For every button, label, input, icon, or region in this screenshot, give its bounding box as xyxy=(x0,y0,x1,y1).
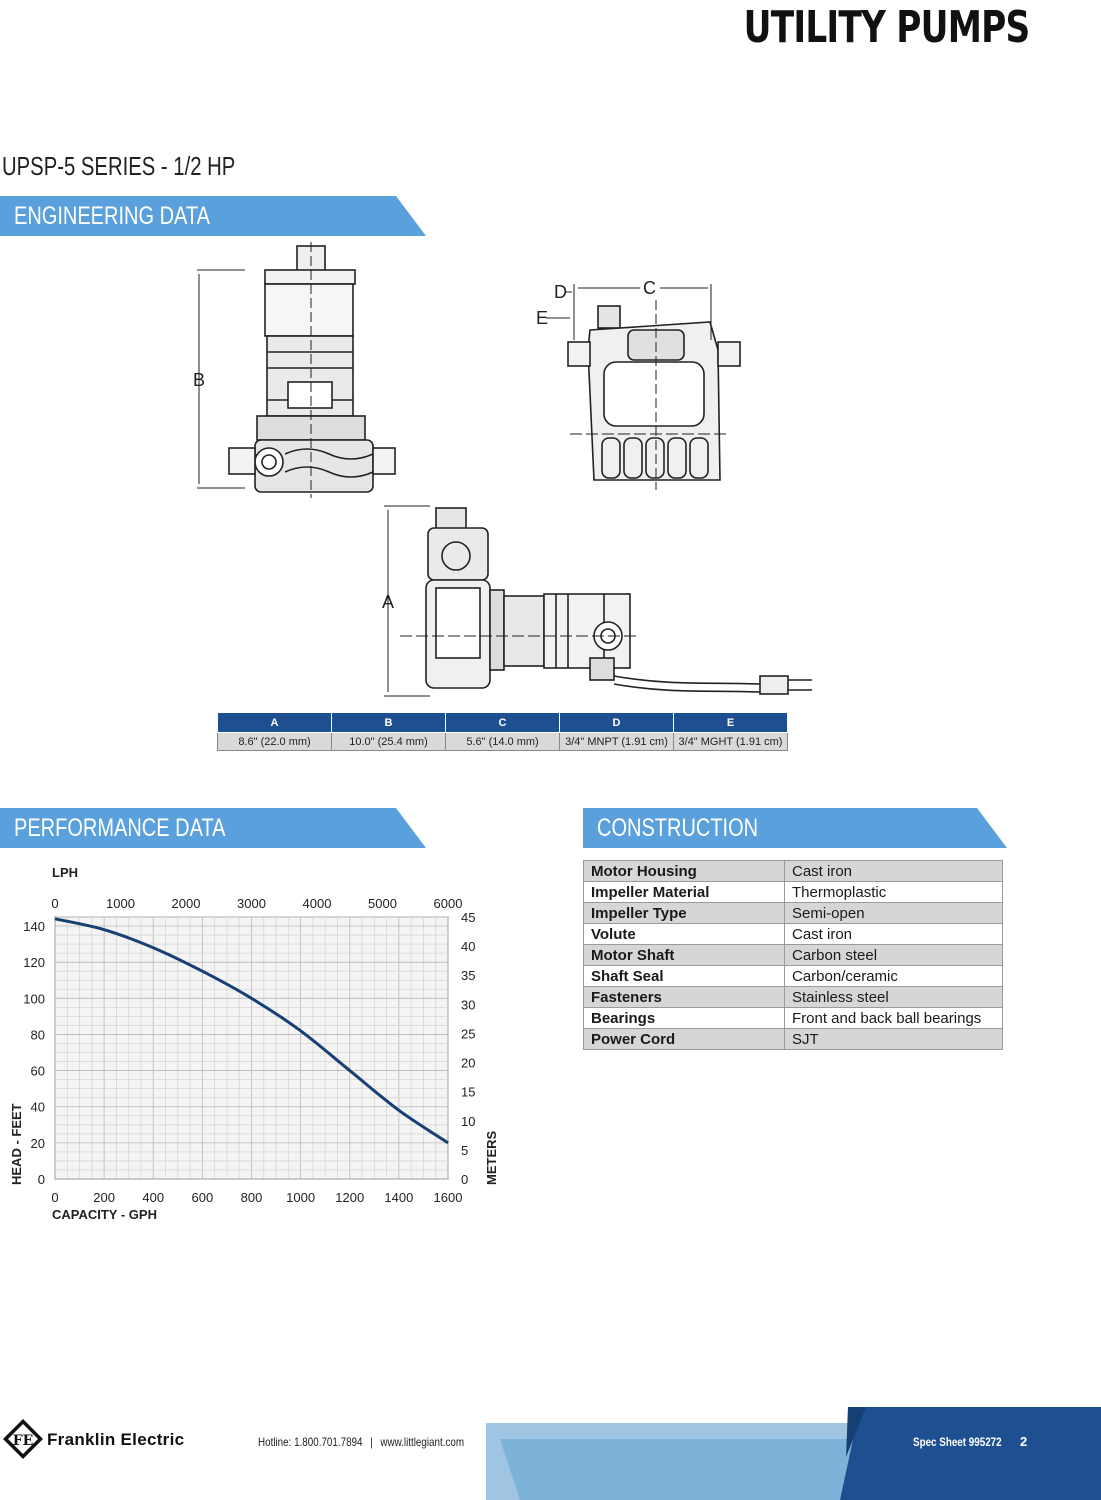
y-tick-label: 0 xyxy=(37,1172,45,1187)
y-tick-label: 40 xyxy=(30,1099,45,1115)
y2-tick-label: 35 xyxy=(461,968,476,984)
x-tick-label: 1200 xyxy=(335,1190,365,1205)
x-tick-label: 1600 xyxy=(433,1190,463,1205)
construction-row xyxy=(584,861,1003,882)
x-tick-label: 1000 xyxy=(286,1190,316,1205)
x2-tick-label: 1000 xyxy=(106,896,135,911)
hotline-text: Hotline: 1.800.701.7894 xyxy=(258,1435,363,1449)
construction-table xyxy=(583,860,1003,1050)
x2-tick-label: 3000 xyxy=(237,896,266,911)
pump-front-view-drawing xyxy=(185,240,405,502)
x2-tick-label: 6000 xyxy=(433,896,463,911)
construction-row xyxy=(584,882,1003,903)
dimension-value-b: 10.0" (25.4 mm) xyxy=(332,733,446,751)
construction-value: Cast iron xyxy=(785,861,1003,882)
footer-separator: | xyxy=(370,1435,373,1449)
dimensions-header-e: E xyxy=(674,713,788,733)
construction-key: Motor Housing xyxy=(584,861,785,882)
y-tick-label: 60 xyxy=(30,1063,45,1079)
dimension-label-c: C xyxy=(643,278,656,298)
x-tick-label: 0 xyxy=(51,1190,59,1205)
logo-mark: FE xyxy=(12,1433,34,1449)
dimension-label-e: E xyxy=(536,308,549,328)
dimension-value-d: 3/4" MNPT (1.91 cm) xyxy=(560,733,674,751)
construction-key: Bearings xyxy=(584,1008,785,1029)
dimensions-header-a: A xyxy=(218,713,332,733)
page-number: 2 xyxy=(1020,1434,1028,1449)
dimension-value-c: 5.6" (14.0 mm) xyxy=(446,733,560,751)
x2-tick-label: 2000 xyxy=(171,896,201,911)
x-tick-label: 400 xyxy=(142,1190,165,1205)
y2-tick-label: 30 xyxy=(461,997,476,1013)
y2-tick-label: 40 xyxy=(461,939,476,955)
construction-row xyxy=(584,1008,1003,1029)
construction-key: Impeller Material xyxy=(584,882,785,903)
construction-value: Semi-open xyxy=(785,903,1003,924)
y2-tick-label: 10 xyxy=(461,1113,476,1129)
x2-tick-label: 0 xyxy=(51,896,59,911)
lph-axis-label: LPH xyxy=(52,865,78,880)
head-feet-axis-label: HEAD - FEET xyxy=(9,1103,24,1185)
dimension-label-a: A xyxy=(382,592,395,612)
performance-chart xyxy=(0,860,520,1230)
construction-row xyxy=(584,1029,1003,1050)
construction-row xyxy=(584,903,1003,924)
footer-contact xyxy=(258,1435,464,1449)
y2-tick-label: 25 xyxy=(461,1026,476,1042)
franklin-electric-logo-icon xyxy=(2,1418,44,1460)
construction-key: Impeller Type xyxy=(584,903,785,924)
construction-value: Cast iron xyxy=(785,924,1003,945)
pump-horizontal-view-drawing xyxy=(380,500,820,705)
construction-value: Carbon/ceramic xyxy=(785,966,1003,987)
construction-key: Volute xyxy=(584,924,785,945)
y2-tick-label: 15 xyxy=(461,1084,476,1100)
x-tick-label: 200 xyxy=(93,1190,115,1205)
construction-row xyxy=(584,924,1003,945)
construction-value: Stainless steel xyxy=(785,987,1003,1008)
dimensions-header-b: B xyxy=(332,713,446,733)
dimension-label-b: B xyxy=(193,370,206,390)
website-link[interactable]: www.littlegiant.com xyxy=(380,1435,465,1449)
y2-tick-label: 45 xyxy=(461,910,476,925)
series-title: UPSP-5 SERIES - 1/2 HP xyxy=(2,151,236,181)
dimension-value-e: 3/4" MGHT (1.91 cm) xyxy=(674,733,788,751)
dimension-label-d: D xyxy=(554,282,567,302)
dimensions-header-row xyxy=(218,713,788,733)
construction-value: Front and back ball bearings xyxy=(785,1008,1003,1029)
construction-row xyxy=(584,945,1003,966)
x-tick-label: 600 xyxy=(191,1190,214,1205)
gph-axis-label: CAPACITY - GPH xyxy=(52,1207,157,1222)
construction-key: Fasteners xyxy=(584,987,785,1008)
document-title: UTILITY PUMPS xyxy=(743,2,1029,53)
construction-value: SJT xyxy=(785,1029,1003,1050)
performance-data-banner xyxy=(0,808,426,848)
y-tick-label: 140 xyxy=(23,919,45,935)
construction-heading: CONSTRUCTION xyxy=(597,814,759,842)
y-tick-label: 120 xyxy=(23,955,45,971)
construction-banner xyxy=(583,808,1007,848)
construction-key: Shaft Seal xyxy=(584,966,785,987)
engineering-data-banner xyxy=(0,196,426,236)
x2-tick-label: 5000 xyxy=(368,896,397,911)
dimensions-table xyxy=(217,712,788,751)
construction-value: Thermoplastic xyxy=(785,882,1003,903)
spec-sheet-number: Spec Sheet 995272 xyxy=(913,1435,1002,1449)
y2-tick-label: 5 xyxy=(461,1142,469,1158)
y2-tick-label: 0 xyxy=(461,1172,469,1187)
y-tick-label: 100 xyxy=(23,991,45,1007)
company-name: Franklin Electric xyxy=(47,1430,185,1449)
construction-key: Power Cord xyxy=(584,1029,785,1050)
x-tick-label: 1400 xyxy=(384,1190,414,1205)
construction-row xyxy=(584,966,1003,987)
meters-axis-label: METERS xyxy=(484,1130,499,1185)
dimensions-value-row xyxy=(218,733,788,751)
dimensions-header-d: D xyxy=(560,713,674,733)
y2-tick-label: 20 xyxy=(461,1055,476,1071)
x-tick-label: 800 xyxy=(240,1190,263,1205)
engineering-data-heading: ENGINEERING DATA xyxy=(14,202,210,230)
pump-side-view-drawing xyxy=(530,270,760,502)
y-tick-label: 80 xyxy=(30,1027,45,1043)
performance-data-heading: PERFORMANCE DATA xyxy=(14,814,226,842)
x2-tick-label: 4000 xyxy=(302,896,332,911)
construction-key: Motor Shaft xyxy=(584,945,785,966)
y-tick-label: 20 xyxy=(30,1135,45,1151)
construction-value: Carbon steel xyxy=(785,945,1003,966)
construction-row xyxy=(584,987,1003,1008)
dimension-value-a: 8.6" (22.0 mm) xyxy=(218,733,332,751)
dimensions-header-c: C xyxy=(446,713,560,733)
